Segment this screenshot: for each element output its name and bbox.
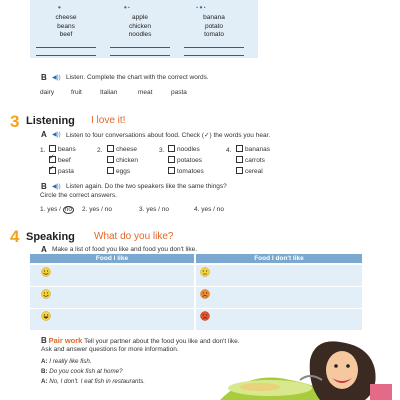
- answer-options[interactable]: yes / no: [201, 206, 224, 213]
- happy-face-icon: [42, 290, 51, 299]
- answer-line[interactable]: [36, 40, 96, 48]
- group-number: 1.: [40, 147, 46, 154]
- chart-word: potato: [204, 22, 224, 30]
- column-header-dislike: Food I don't like: [196, 254, 362, 263]
- dislike-faces: [199, 266, 211, 330]
- group-number: 4.: [226, 147, 232, 154]
- chart-word: tomato: [204, 31, 224, 38]
- neutral-face-icon: [201, 268, 210, 277]
- checkbox-label: eggs: [116, 168, 131, 176]
- checkbox[interactable]: [236, 167, 243, 174]
- column-header-like: Food I like: [30, 254, 194, 263]
- word-bank-item: Italian: [100, 89, 118, 96]
- checkbox-item[interactable]: [168, 146, 200, 153]
- stress-pattern-2: •·: [124, 3, 132, 12]
- pair-work-instruction-2: Ask and answer questions for more information.: [41, 346, 179, 353]
- answer-line[interactable]: [184, 40, 244, 48]
- audio-icon[interactable]: ◀)): [52, 75, 61, 81]
- answer-separator: /: [59, 206, 61, 213]
- section-number: 3: [10, 112, 20, 131]
- food-table: [30, 254, 362, 329]
- part-a-instruction: Make a list of food you like and food you don't like.: [52, 246, 198, 253]
- checkbox-item[interactable]: [236, 146, 270, 153]
- checkbox-label: chicken: [116, 157, 139, 165]
- dialog-speaker: B:: [41, 368, 48, 375]
- dialog-text: No, I don't. I eat fish in restaurants.: [49, 378, 146, 385]
- pair-work-instruction: Tell your partner about the food you like and don't like.: [84, 338, 240, 345]
- part-b-instruction: Listen. Complete the chart with the correct words.: [66, 74, 209, 81]
- part-a-label: A: [41, 130, 47, 139]
- dialog-text: Do you cook fish at home?: [49, 368, 123, 375]
- chart-word: chicken: [128, 22, 152, 30]
- checkbox-item[interactable]: [236, 157, 265, 164]
- answer-line[interactable]: [36, 48, 96, 56]
- answer-item[interactable]: [194, 206, 224, 213]
- checkbox[interactable]: [168, 145, 175, 152]
- chart-word: apple: [132, 14, 148, 21]
- like-faces: [40, 266, 52, 330]
- chart-word: banana: [203, 14, 225, 21]
- very-happy-face-icon: [42, 312, 51, 321]
- checkbox[interactable]: [168, 167, 175, 174]
- checkbox-label: beans: [58, 146, 76, 154]
- chart-word: beef: [59, 31, 73, 38]
- section-subtitle: I love it!: [91, 115, 126, 126]
- part-b-instruction: Listen again. Do the two speakers like the same things?: [66, 183, 227, 190]
- dialog-line: [41, 378, 145, 385]
- word-bank-item: dairy: [40, 89, 55, 96]
- checkbox[interactable]: [236, 145, 243, 152]
- checkbox[interactable]: [107, 167, 114, 174]
- checkbox[interactable]: [49, 145, 56, 152]
- answer-number: 2.: [82, 206, 88, 213]
- section-subtitle: What do you like?: [94, 231, 174, 242]
- angry-face-icon: [201, 312, 210, 321]
- checkbox-label: beef: [58, 157, 71, 165]
- checkbox-label: tomatoes: [177, 168, 204, 176]
- part-b-label: B: [41, 73, 47, 82]
- answer-no-circled[interactable]: no: [64, 206, 73, 213]
- checkbox-label: cheese: [116, 146, 137, 154]
- chart-word: cheese: [55, 14, 77, 21]
- section-title: Listening: [26, 115, 75, 127]
- checkbox-item[interactable]: [236, 168, 263, 175]
- dialog-line: [41, 358, 92, 365]
- dialog-speaker: A:: [41, 358, 48, 365]
- answer-number: 4.: [194, 206, 200, 213]
- face-icons: [30, 254, 362, 329]
- woman-eating-illustration: [200, 340, 400, 400]
- chart-word: beans: [57, 22, 75, 30]
- checkbox-label: noodles: [177, 146, 200, 154]
- checkbox-checked[interactable]: [49, 167, 56, 174]
- answer-number: 3.: [139, 206, 145, 213]
- stress-pattern-1: •: [58, 3, 62, 12]
- checkbox-item[interactable]: [107, 168, 130, 175]
- answer-options[interactable]: yes / no: [146, 206, 169, 213]
- word-bank-item: meat: [138, 89, 153, 96]
- section-number: 4: [10, 227, 20, 246]
- answer-item[interactable]: [139, 206, 169, 213]
- checkbox-item[interactable]: [107, 146, 137, 153]
- pair-work-letter: B: [41, 336, 47, 345]
- checkbox-label: bananas: [245, 146, 270, 154]
- word-bank-item: pasta: [171, 89, 187, 96]
- answer-yes[interactable]: yes: [47, 206, 58, 213]
- checkbox-label: pasta: [58, 168, 74, 176]
- section-title: Speaking: [26, 231, 75, 243]
- word-bank-item: fruit: [71, 89, 82, 96]
- happy-face-icon: [42, 268, 51, 277]
- audio-icon[interactable]: ◀)): [52, 184, 61, 190]
- checkbox[interactable]: [107, 156, 114, 163]
- answer-number: 1.: [40, 206, 46, 213]
- stress-chart: [30, 0, 258, 58]
- answer-line[interactable]: [184, 48, 244, 56]
- checkbox-label: carrots: [245, 157, 265, 165]
- dialog-speaker: A:: [41, 378, 48, 385]
- answer-options[interactable]: yes / no: [89, 206, 112, 213]
- stress-column-1: [36, 14, 96, 56]
- part-b-label: B: [41, 182, 47, 191]
- part-b-instruction-2: Circle the correct answers.: [40, 192, 117, 199]
- chart-word: noodles: [128, 31, 152, 38]
- answer-item[interactable]: [82, 206, 112, 213]
- checkbox-item[interactable]: [107, 157, 138, 164]
- checkbox-label: cereal: [245, 168, 263, 176]
- checkbox[interactable]: [168, 156, 175, 163]
- answer-line[interactable]: [110, 40, 170, 48]
- stress-column-3: [184, 14, 244, 56]
- checkbox[interactable]: [236, 156, 243, 163]
- pair-work-title: Pair work: [48, 336, 83, 345]
- checkbox-item[interactable]: [49, 168, 74, 175]
- part-a-instruction: Listen to four conversations about food. Check (✓) the words you hear.: [66, 132, 271, 139]
- stress-pattern-3: ·•·: [196, 3, 208, 12]
- checkbox-checked[interactable]: [49, 156, 56, 163]
- checkbox[interactable]: [107, 145, 114, 152]
- audio-icon[interactable]: ◀)): [52, 132, 61, 138]
- part-a-label: A: [41, 245, 47, 254]
- dialog-text: I really like fish.: [49, 358, 92, 365]
- answer-line[interactable]: [110, 48, 170, 56]
- checkbox-item[interactable]: [168, 157, 202, 164]
- sad-face-icon: [201, 290, 210, 299]
- group-number: 3.: [159, 147, 165, 154]
- checkbox-item[interactable]: [168, 168, 204, 175]
- dialog-line: [41, 368, 123, 375]
- stress-column-2: [110, 14, 170, 56]
- group-number: 2.: [97, 147, 103, 154]
- answer-item[interactable]: [40, 206, 74, 214]
- checkbox-label: potatoes: [177, 157, 202, 165]
